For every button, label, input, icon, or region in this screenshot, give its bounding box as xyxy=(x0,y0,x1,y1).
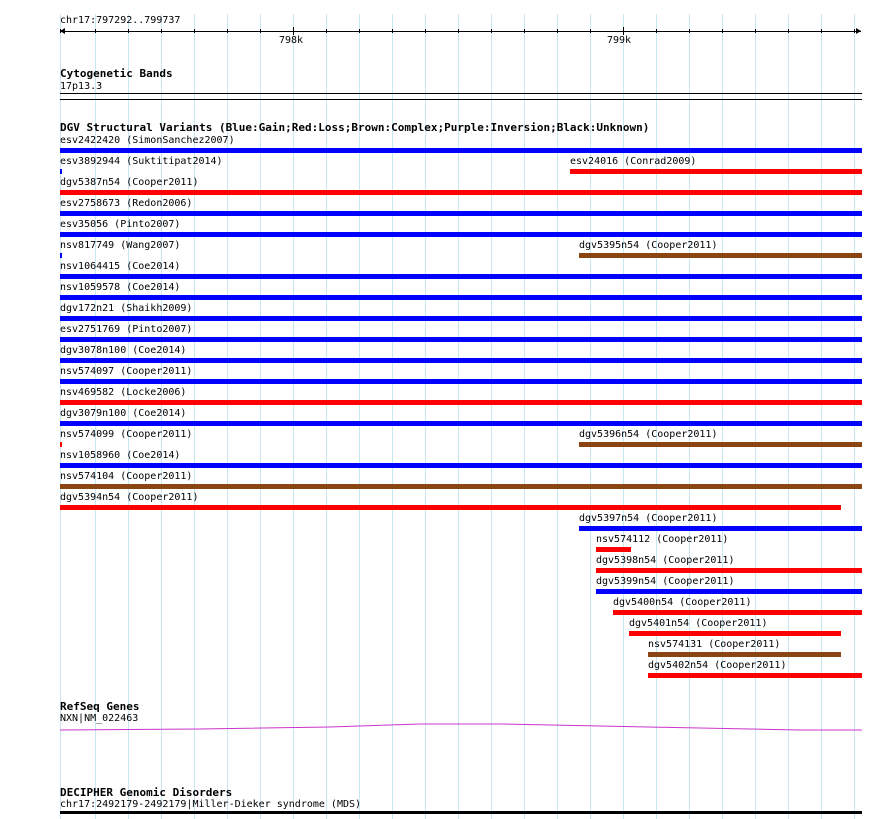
dgv-feature-label[interactable]: esv2758673 (Redon2006) xyxy=(60,198,193,209)
refseq-gene-label[interactable]: NXN|NM_022463 xyxy=(60,713,139,724)
dgv-feature-label[interactable]: esv3892944 (Suktitipat2014) xyxy=(60,156,223,167)
dgv-feature-label[interactable]: dgv5402n54 (Cooper2011) xyxy=(648,660,787,671)
dgv-feature-label[interactable]: nsv1064415 (Coe2014) xyxy=(60,261,181,272)
dgv-feature-label[interactable]: dgv3079n100 (Coe2014) xyxy=(60,408,187,419)
dgv-feature-label[interactable]: dgv3078n100 (Coe2014) xyxy=(60,345,187,356)
dgv-feature-label[interactable]: nsv1058960 (Coe2014) xyxy=(60,450,181,461)
track-title-decipher[interactable]: DECIPHER Genomic Disorders xyxy=(60,786,233,799)
decipher-feature-bar[interactable] xyxy=(60,811,862,814)
ruler-tick-label: 799k xyxy=(607,35,632,46)
dgv-feature-label[interactable]: esv2751769 (Pinto2007) xyxy=(60,324,193,335)
dgv-feature-label[interactable]: esv35056 (Pinto2007) xyxy=(60,219,181,230)
dgv-feature-label[interactable]: nsv574112 (Cooper2011) xyxy=(596,534,729,545)
dgv-feature-label[interactable]: dgv5394n54 (Cooper2011) xyxy=(60,492,199,503)
track-title-refseq[interactable]: RefSeq Genes xyxy=(60,700,140,713)
dgv-feature-label[interactable]: dgv5399n54 (Cooper2011) xyxy=(596,576,735,587)
decipher-feature-label[interactable]: chr17:2492179-2492179|Miller-Dieker syndrome (MDS) xyxy=(60,799,362,810)
dgv-feature-label[interactable]: esv2422420 (SimonSanchez2007) xyxy=(60,135,235,146)
dgv-feature-label[interactable]: dgv5395n54 (Cooper2011) xyxy=(579,240,718,251)
ruler-tick-label: 798k xyxy=(279,35,304,46)
dgv-feature-label[interactable]: dgv5398n54 (Cooper2011) xyxy=(596,555,735,566)
dgv-feature-label[interactable]: nsv574097 (Cooper2011) xyxy=(60,366,193,377)
ruler-position: chr17:797292..799737 xyxy=(60,15,181,26)
dgv-feature-label[interactable]: nsv1059578 (Coe2014) xyxy=(60,282,181,293)
track-title-dgv[interactable]: DGV Structural Variants (Blue:Gain;Red:Loss;Brown:Complex;Purple:Inversion;Black:Unknown) xyxy=(60,121,650,134)
dgv-feature-label[interactable]: dgv5396n54 (Cooper2011) xyxy=(579,429,718,440)
dgv-feature-label[interactable]: nsv469582 (Locke2006) xyxy=(60,387,187,398)
dgv-feature-label[interactable]: nsv574131 (Cooper2011) xyxy=(648,639,781,650)
dgv-feature-label[interactable]: nsv574104 (Cooper2011) xyxy=(60,471,193,482)
cytoband-label[interactable]: 17p13.3 xyxy=(60,81,103,92)
dgv-feature-label[interactable]: dgv5401n54 (Cooper2011) xyxy=(629,618,768,629)
dgv-feature-label[interactable]: dgv5397n54 (Cooper2011) xyxy=(579,513,718,524)
dgv-feature-label[interactable]: dgv5400n54 (Cooper2011) xyxy=(613,597,752,608)
dgv-feature-label[interactable]: dgv5387n54 (Cooper2011) xyxy=(60,177,199,188)
track-title-cytogenetic[interactable]: Cytogenetic Bands xyxy=(60,67,173,80)
dgv-feature-label[interactable]: nsv574099 (Cooper2011) xyxy=(60,429,193,440)
dgv-feature-label[interactable]: dgv172n21 (Shaikh2009) xyxy=(60,303,193,314)
dgv-feature-label[interactable]: esv24016 (Conrad2009) xyxy=(570,156,697,167)
dgv-feature-label[interactable]: nsv817749 (Wang2007) xyxy=(60,240,181,251)
